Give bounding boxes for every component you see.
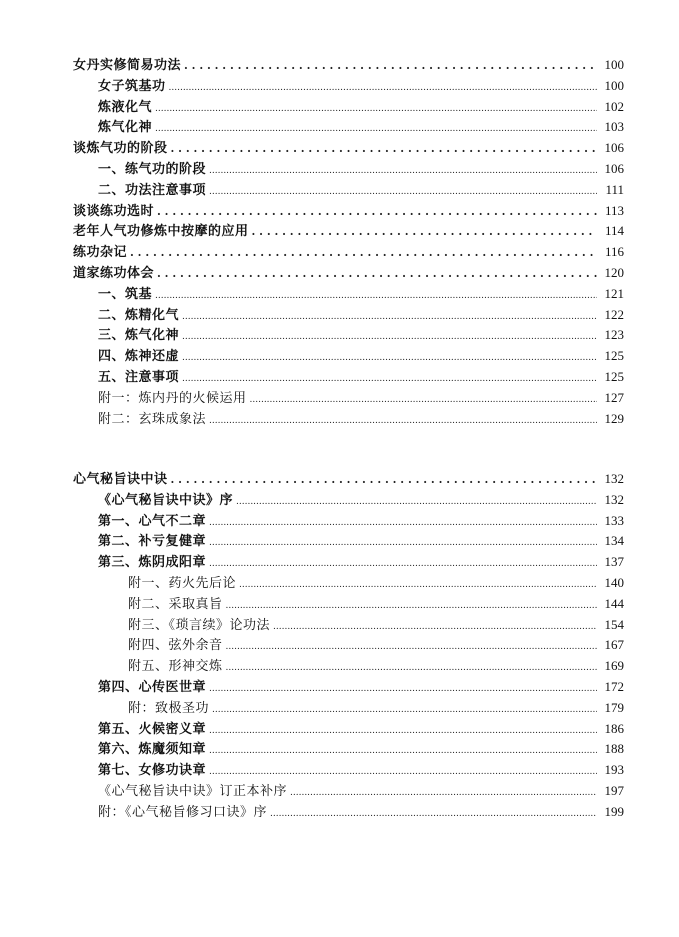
toc-dot-leader (157, 202, 597, 223)
toc-entry-page-number: 106 (604, 140, 624, 156)
toc-dot-leader (212, 699, 597, 721)
toc-dot-leader (250, 389, 597, 411)
toc-entry-page-number: 186 (604, 720, 624, 736)
toc-dot-leader (182, 306, 597, 328)
toc-entry-title: 五、注意事项 (98, 369, 180, 385)
toc-dot-leader (209, 410, 597, 432)
toc-entry (73, 346, 624, 367)
toc-entry-title: 女子筑基功 (98, 78, 166, 94)
toc-entry-title: 二、功法注意事项 (98, 182, 207, 198)
toc-entry-page-number: 134 (604, 533, 624, 549)
toc-entry (73, 159, 624, 180)
toc-dot-leader (226, 657, 597, 679)
toc-entry (73, 180, 624, 201)
toc-dot-leader (209, 678, 597, 700)
toc-dot-leader (209, 553, 597, 575)
toc-entry (73, 284, 624, 305)
toc-entry (73, 242, 624, 263)
toc-entry-title: 炼液化气 (98, 99, 153, 115)
toc-entry-title: 第四、心传医世章 (98, 679, 207, 695)
toc-entry-page-number: 169 (604, 658, 624, 674)
toc-entry (73, 97, 624, 118)
toc-entry (73, 802, 624, 823)
toc-entry-title: 第七、女修功诀章 (98, 763, 207, 779)
toc-entry-title: 心气秘旨诀中诀 (73, 472, 168, 487)
toc-entry-page-number: 114 (604, 223, 624, 239)
toc-entry-page-number: 111 (605, 181, 624, 197)
toc-dot-leader (184, 56, 597, 77)
toc-entry (73, 221, 624, 242)
toc-entry-page-number: 100 (604, 57, 624, 72)
toc-dot-leader (209, 512, 597, 534)
toc-entry (73, 656, 624, 677)
toc-entry (73, 698, 624, 719)
toc-entry (73, 409, 624, 430)
toc-entry (73, 76, 624, 97)
toc-entry-page-number: 127 (604, 389, 624, 405)
toc-entry (73, 55, 624, 76)
toc-entry (73, 719, 624, 740)
toc-entry (73, 677, 624, 698)
toc-dot-leader (182, 347, 597, 369)
toc-entry (73, 490, 624, 511)
toc-dot-leader (236, 491, 597, 513)
toc-dot-leader (239, 574, 597, 596)
toc-entry-title: 炼气化神 (98, 120, 153, 136)
toc-entry-title: 《心气秘旨诀中诀》订正本补序 (98, 783, 288, 799)
toc-entry (73, 367, 624, 388)
toc-entry-title: 老年人气功修炼中按摩的应用 (73, 224, 249, 240)
toc-dot-leader (157, 264, 597, 285)
toc-entry (73, 201, 624, 222)
toc-entry (73, 263, 624, 284)
toc-dot-leader (171, 470, 597, 491)
toc-dot-leader (209, 740, 597, 762)
toc-entry-page-number: 121 (604, 285, 624, 301)
toc-section-1 (73, 55, 624, 429)
toc-entry-title: 附三、《琐言续》论功法 (128, 617, 271, 633)
toc-entry-title: 三、炼气化神 (98, 328, 180, 344)
toc-dot-leader (226, 636, 597, 658)
toc-entry-page-number: 132 (604, 491, 624, 507)
toc-entry-page-number: 125 (604, 348, 624, 364)
toc-entry-title: 谈炼气功的阶段 (73, 141, 168, 157)
toc-entry-title: 附：《心气秘旨修习口诀》序 (98, 804, 268, 820)
toc-entry-page-number: 120 (604, 264, 624, 280)
toc-entry (73, 469, 624, 490)
toc-entry-title: 一、筑基 (98, 286, 153, 302)
toc-dot-leader (290, 782, 597, 804)
toc-entry-title: 附一：炼内丹的火候运用 (98, 390, 247, 406)
toc-entry-page-number: 167 (604, 637, 624, 653)
toc-dot-leader (209, 532, 597, 554)
toc-entry (73, 117, 624, 138)
toc-dot-leader (209, 160, 597, 182)
toc-entry-title: 《心气秘旨诀中诀》序 (98, 492, 234, 508)
toc-entry-title: 附：致极圣功 (128, 700, 210, 716)
toc-entry (73, 552, 624, 573)
toc-entry-title: 附二：玄珠成象法 (98, 411, 207, 427)
toc-section-2 (73, 469, 624, 823)
toc-entry-title: 道家练功体会 (73, 265, 155, 281)
toc-dot-leader (171, 139, 597, 160)
toc-entry-title: 附四、弦外余音 (128, 638, 223, 654)
toc-entry-page-number: 133 (604, 512, 624, 528)
toc-entry (73, 635, 624, 656)
toc-entry (73, 739, 624, 760)
toc-entry-page-number: 140 (604, 574, 624, 590)
toc-entry-page-number: 122 (604, 306, 624, 322)
toc-entry (73, 388, 624, 409)
toc-entry-page-number: 129 (604, 410, 624, 426)
toc-entry-title: 第一、心气不二章 (98, 513, 207, 529)
toc-entry (73, 760, 624, 781)
toc-dot-leader (155, 98, 597, 120)
toc-entry-page-number: 132 (604, 471, 624, 486)
toc-entry-page-number: 179 (604, 699, 624, 715)
toc-entry (73, 781, 624, 802)
toc-entry-page-number: 137 (604, 554, 624, 570)
toc-entry (73, 531, 624, 552)
toc-dot-leader (182, 326, 597, 348)
toc-dot-leader (155, 285, 597, 307)
toc-entry-title: 一、练气功的阶段 (98, 161, 207, 177)
toc-dot-leader (155, 118, 597, 140)
toc-entry-page-number: 102 (604, 98, 624, 114)
toc-entry (73, 325, 624, 346)
toc-entry-page-number: 154 (604, 616, 624, 632)
toc-entry-page-number: 103 (604, 119, 624, 135)
toc-entry (73, 573, 624, 594)
toc-entry (73, 511, 624, 532)
toc-entry-page-number: 106 (604, 160, 624, 176)
toc-entry-title: 练功杂记 (73, 245, 128, 261)
toc-dot-leader (130, 243, 597, 264)
toc-entry-title: 第六、炼魔须知章 (98, 742, 207, 758)
toc-entry-title: 谈谈练功选时 (73, 203, 155, 219)
toc-entry-page-number: 197 (604, 782, 624, 798)
toc-entry-page-number: 113 (604, 202, 624, 218)
toc-dot-leader (209, 761, 597, 783)
toc-entry (73, 138, 624, 159)
toc-entry-page-number: 100 (604, 77, 624, 93)
toc-entry-title: 四、炼神还虚 (98, 349, 180, 365)
toc-entry-title: 女丹实修简易功法 (73, 58, 182, 73)
toc-dot-leader (270, 803, 597, 825)
toc-entry-page-number: 188 (604, 741, 624, 757)
toc-entry-page-number: 123 (604, 327, 624, 343)
toc-dot-leader (273, 616, 597, 638)
toc-dot-leader (182, 368, 597, 390)
toc-entry-page-number: 193 (604, 762, 624, 778)
toc-dot-leader (209, 181, 597, 203)
toc-entry-title: 第五、火候密义章 (98, 721, 207, 737)
toc-entry-title: 附五、形神交炼 (128, 659, 223, 675)
toc-entry-title: 二、炼精化气 (98, 307, 180, 323)
toc-entry-title: 附二、采取真旨 (128, 596, 223, 612)
toc-entry-page-number: 199 (604, 803, 624, 819)
toc-entry-page-number: 172 (604, 678, 624, 694)
toc-entry-page-number: 144 (604, 595, 624, 611)
toc-dot-leader (169, 77, 597, 99)
toc-entry-page-number: 116 (604, 244, 624, 260)
toc-entry (73, 615, 624, 636)
toc-entry-title: 附一、药火先后论 (128, 575, 237, 591)
toc-entry (73, 305, 624, 326)
toc-dot-leader (252, 222, 597, 243)
toc-dot-leader (209, 720, 597, 742)
toc-dot-leader (226, 595, 597, 617)
toc-entry (73, 594, 624, 615)
toc-entry-title: 第三、炼阴成阳章 (98, 555, 207, 571)
toc-entry-page-number: 125 (604, 368, 624, 384)
toc-entry-title: 第二、补亏复健章 (98, 534, 207, 550)
